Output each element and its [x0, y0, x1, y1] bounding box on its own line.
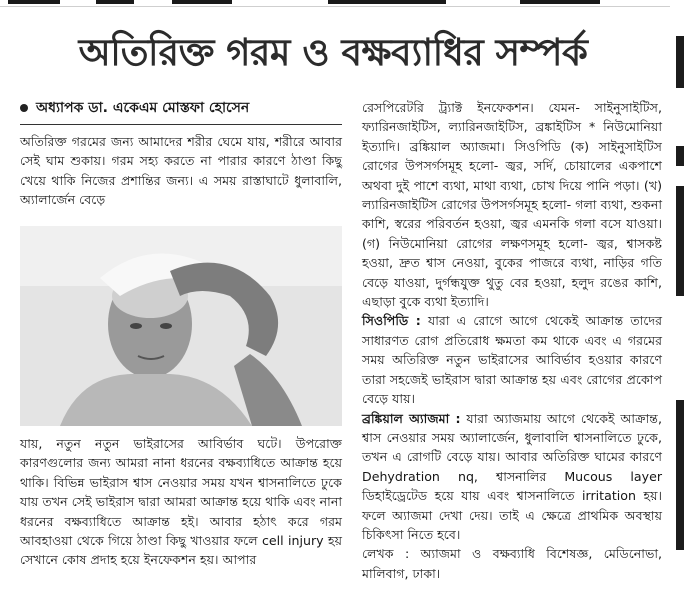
- column-2-text: [362, 98, 662, 583]
- copd-heading: সিওপিডি :: [362, 313, 421, 329]
- author-byline: [20, 98, 350, 118]
- column-1-top-text: [20, 132, 342, 210]
- asthma-text: যারা অ্যাজমায় আগে থেকেই আক্রান্ত, শ্বাস নেওয়ার সময় অ্যালার্জেন, ধুলাবালি শ্বাসনালিতে ঢুকে, তখন এ রোগটি বেড়ে যায়। আবার অতিরিক্ত ঘামের কারণে Dehydration nq, শ্বাসনালির Mucous layer ডিহাইড্রেটেড হয়ে যায় এবং শ্বাসনালিতে irritation হয়। ফলে অ্যাজমা দেখা দেয়। তাই এ ক্ষেত্রে প্রাথমিক অবস্থায় চিকিৎসা নিতে হবে।: [362, 410, 662, 542]
- bullet-icon: [20, 104, 28, 112]
- top-page-strip: [0, 0, 684, 7]
- article-headline: অতিরিক্ত গরম ও বক্ষব্যাধির সম্পর্ক: [78, 30, 588, 74]
- paragraph-infections: রেসপিরেটরি ট্র্যাক্ট ইনফেকশন। যেমন- সাইনুসাইটিস, ফ্যারিনজাইটিস, ল্যারিনজাইটিস, ব্রঙ্কাইটিস * নিউমোনিয়া ইত্যাদি। ব্রঙ্কিয়াল অ্যাজমা। সিওপিডি (ক) সাইনুসাইটিস রোগের উপসর্গসমূহ হলো- জ্বর, সর্দি, চোয়ালের একপাশে অথবা দুই পাশে ব্যথা, মাথা ব্যথা, চোখ দিয়ে পানি পড়া। (খ) ল্যারিনজাইটিস রোগের উপসর্গসমূহ হলো- গলা ব্যথা, শুকনা কাশি, স্বরের পরিবর্তন হওয়া, জ্বর এমনকি গলা বসে যাওয়া। (গ) নিউমোনিয়া রোগের লক্ষণসমূহ হলো- জ্বর, শ্বাসকষ্ট হওয়া, দ্রুত শ্বাস নেওয়া, বুকের পাজরে ব্যথা, নাড়ির গতি বেড়ে যাওয়া, দুর্গন্ধযুক্ত থুতু বের হওয়া, হলুদ রঙের কাশি, এছাড়া বুকে ব্যথা ইত্যাদি।: [362, 100, 662, 310]
- adjacent-page-edge: [670, 0, 684, 594]
- copd-text: যারা এ রোগে আগে থেকেই আক্রান্ত তাদের সাধারণত রোগ প্রতিরোধ ক্ষমতা কম থাকে এবং এ গরমের সময় অতিরিক্ত নতুন ভাইরাসের আবির্ভাব হওয়ার কারণে তারা সহজেই ভাইরাস দ্বারা আক্রান্ত হয় এবং রোগের প্রকোপ বেড়ে যায়।: [362, 313, 663, 407]
- paragraph-intro: অতিরিক্ত গরমের জন্য আমাদের শরীর ঘেমে যায়, শরীরে আবার সেই ঘাম শুকায়। গরম সহ্য করতে না পারার কারণে ঠাণ্ডা কিছু খেয়ে থাকি নিজের প্রশান্তির জন্য। এ সময় রাস্তাঘাটে ধুলাবালি, অ্যালার্জেন বেড়ে: [20, 134, 342, 208]
- asthma-heading: ব্রঙ্কিয়াল অ্যাজমা :: [362, 410, 461, 426]
- man-holding-head-image: [20, 226, 342, 426]
- column-1-bottom-text: [20, 434, 342, 570]
- paragraph-copd: [362, 311, 662, 408]
- paragraph-asthma: [362, 409, 662, 545]
- paragraph-causes: যায়, নতুন নতুন ভাইরাসের আবির্ভাব ঘটে। উপরোক্ত কারণগুলোর জন্য আমরা নানা ধরনের বক্ষব্যাধিতে আক্রান্ত হয়ে থাকি। বিভিন্ন ভাইরাস শ্বাস নেওয়ার সময় যখন শ্বাসনালিতে ঢুকে যায় তখন সেই ভাইরাস দ্বারা আমরা আক্রান্ত হয়ে থাকি এবং নানা ধরনের বক্ষব্যাধিতে আক্রান্ত হই। আবার হঠাৎ করে গরম আবহাওয়া থেকে গিয়ে ঠাণ্ডা কিছু খাওয়ার ফলে cell injury হয় সেখানে কোষ প্রদাহ হয়ে ইনফেকশন হয়। আপার: [20, 436, 342, 568]
- article-photo: [20, 226, 342, 426]
- byline-divider: [20, 124, 342, 125]
- author-credit: লেখক : অ্যাজমা ও বক্ষব্যাধি বিশেষজ্ঞ, মেডিনোভা, মালিবাগ, ঢাকা।: [362, 546, 662, 581]
- author-name: অধ্যাপক ডা. একেএম মোস্তফা হোসেন: [36, 100, 250, 116]
